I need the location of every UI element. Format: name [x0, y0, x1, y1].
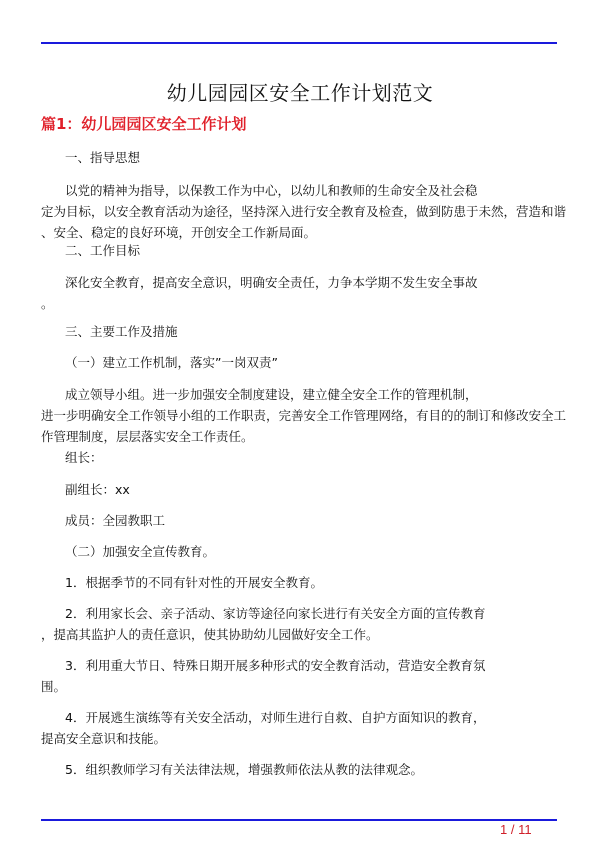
paragraph-line: 深化安全教育，提高安全意识，明确安全责任，力争本学期不发生安全事故 [65, 275, 478, 290]
footer-rule [41, 819, 557, 821]
paragraph-line: 成立领导小组。进一步加强安全制度建设，建立健全安全工作的管理机制， [65, 387, 478, 402]
heading-work-goals: 二、工作目标 [65, 243, 141, 258]
list-item-4: 4．开展逃生演练等有关安全活动，对师生进行自救、自护方面知识的教育， [65, 710, 486, 725]
list-item-3-cont: 围。 [41, 679, 67, 694]
team-members: 成员：全园教职工 [65, 513, 166, 528]
document-title: 幼儿园园区安全工作计划范文 [166, 81, 434, 105]
list-item-3: 3．利用重大节日、特殊日期开展多种形式的安全教育活动，营造安全教育氛 [65, 658, 486, 673]
header-rule [41, 42, 557, 44]
paragraph-line: 、安全、稳定的良好环境，开创安全工作新局面。 [41, 225, 317, 240]
page-indicator: 1 / 11 [500, 822, 532, 837]
heading-main-measures: 三、主要工作及措施 [65, 324, 178, 339]
deputy-leader: 副组长：xx [65, 482, 130, 497]
paragraph-line: 。 [41, 296, 54, 311]
team-leader: 组长： [65, 450, 103, 465]
heading-guiding-thought: 一、指导思想 [65, 150, 141, 165]
list-item-2-cont: ，提高其监护人的责任意识，使其协助幼儿园做好安全工作。 [41, 627, 379, 642]
list-item-4-cont: 提高安全意识和技能。 [41, 731, 167, 746]
paragraph-line: 进一步明确安全工作领导小组的工作职责，完善安全工作管理网络，有目的的制订和修改安全工 [41, 408, 567, 423]
list-item-5: 5．组织教师学习有关法律法规，增强教师依法从教的法律观念。 [65, 762, 423, 777]
paragraph-line: 作管理制度，层层落实安全工作责任。 [41, 429, 254, 444]
heading-subsection-1: （一）建立工作机制，落实”一岗双责” [65, 355, 278, 370]
heading-subsection-2: （二）加强安全宣传教育。 [65, 544, 216, 559]
paragraph-line: 以党的精神为指导，以保教工作为中心，以幼儿和教师的生命安全及社会稳 [65, 183, 478, 198]
paragraph-line: 定为目标，以安全教育活动为途径，坚持深入进行安全教育及检查，做到防患于未然，营造和谐 [41, 204, 567, 219]
list-item-1: 1．根据季节的不同有针对性的开展安全教育。 [65, 575, 323, 590]
list-item-2: 2．利用家长会、亲子活动、家访等途径向家长进行有关安全方面的宣传教育 [65, 606, 486, 621]
section-subtitle: 篇1：幼儿园园区安全工作计划 [41, 115, 247, 133]
